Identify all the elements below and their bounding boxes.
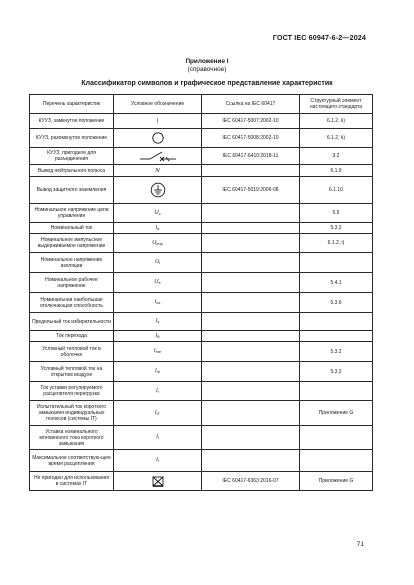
table-row xyxy=(30,382,373,401)
standard-clause xyxy=(300,382,373,401)
standard-clause xyxy=(300,450,373,472)
standard-clause: Приложение G xyxy=(300,472,373,491)
appendix-status: (справочное) xyxy=(187,66,227,73)
symbol-letter: $I_i$ xyxy=(156,434,159,440)
symbol-cell xyxy=(114,114,202,129)
page-number: 71 xyxy=(356,541,364,548)
iec-reference xyxy=(202,204,300,223)
table-row xyxy=(30,401,373,426)
column-header-iec-reference: Ссылка на IEC 60417 xyxy=(202,95,300,114)
standard-clause: 6.1.2, i) xyxy=(300,234,373,253)
standard-clause xyxy=(300,313,373,331)
symbol-letter: $t_i$ xyxy=(156,457,159,463)
symbol-cell xyxy=(114,293,202,313)
symbol-subscript: i xyxy=(157,458,159,463)
iec-reference xyxy=(202,293,300,313)
symbol-letter: N xyxy=(155,167,160,174)
symbol-cell xyxy=(114,253,202,273)
standard-clause: 6.1.2, k) xyxy=(300,129,373,148)
isolation-function-symbol-icon xyxy=(116,150,199,162)
table-row xyxy=(30,223,373,234)
characteristic-name: Номинальное импульсное выдерживаемое напряжение xyxy=(30,234,114,253)
standard-clause: 5.4.1 xyxy=(300,273,373,293)
characteristic-name: КУУЗ, пригодное для разъединения xyxy=(30,148,114,165)
iec-reference xyxy=(202,362,300,382)
symbol-cell xyxy=(114,450,202,472)
table-row xyxy=(30,450,373,472)
symbol-cell xyxy=(114,472,202,491)
characteristic-name: Условный тепловой ток в оболочке xyxy=(30,342,114,362)
standard-clause: 5.3.2 xyxy=(300,342,373,362)
characteristic-name: Номинальное рабочее напряжение xyxy=(30,273,114,293)
symbol-subscript: IT xyxy=(156,410,161,416)
section-title: Классификатор символов и графическое представление характеристик xyxy=(81,80,333,87)
table-row xyxy=(30,129,373,148)
symbol-subscript: c xyxy=(158,210,161,216)
column-header-clause: Структурный элемент настоящего стандарта xyxy=(300,95,373,114)
symbol-cell xyxy=(114,273,202,293)
table-row xyxy=(30,177,373,204)
iec-reference xyxy=(202,426,300,450)
symbol-cell xyxy=(114,313,202,331)
symbol-subscript: r xyxy=(157,388,159,394)
characteristic-name: Не пригоден для использования в системах IT xyxy=(30,472,114,491)
symbol-cell xyxy=(114,148,202,165)
symbol-cell xyxy=(114,401,202,426)
iec-reference: IEC 60417-5008:2002-10 xyxy=(202,129,300,148)
table-row xyxy=(30,293,373,313)
table-body xyxy=(30,114,373,491)
characteristic-name: КУУЗ, разомкнутое положение xyxy=(30,129,114,148)
symbol-letter: $I_{th}$ xyxy=(155,368,160,374)
characteristic-name: КУУЗ, замкнутое положение xyxy=(30,114,114,129)
iec-reference xyxy=(202,331,300,342)
standard-clause xyxy=(300,253,373,273)
symbol-letter: $I_B$ xyxy=(155,332,160,339)
standard-clause: 6.1.10 xyxy=(300,177,373,204)
iec-reference xyxy=(202,313,300,331)
symbol-letter: $U_i$ xyxy=(154,259,161,265)
characteristic-name: Уставка номинального мгновенного тока короткого замыкания xyxy=(30,426,114,450)
iec-reference xyxy=(202,223,300,234)
column-header-characteristic: Перечень характеристик xyxy=(30,95,114,114)
standard-clause: Приложение G xyxy=(300,401,373,426)
symbol-subscript: the xyxy=(155,349,162,354)
standard-clause xyxy=(300,426,373,450)
symbol-cell xyxy=(114,342,202,362)
symbol-classifier-table xyxy=(29,94,373,491)
symbol-cell xyxy=(114,426,202,450)
characteristic-name: Номинальное напряжение изоляции xyxy=(30,253,114,273)
characteristic-name: Номинальный ток xyxy=(30,223,114,234)
table-row xyxy=(30,342,373,362)
characteristic-name: Номинальная наибольшая отключающая способность xyxy=(30,293,114,313)
symbol-cell xyxy=(114,177,202,204)
symbol-letter: $I_s$ xyxy=(155,318,160,324)
symbol-letter: $U_e$ xyxy=(154,279,161,285)
standard-clause: 6.1.9 xyxy=(300,165,373,177)
iec-reference xyxy=(202,401,300,426)
table-row xyxy=(30,273,373,293)
table-row xyxy=(30,114,373,129)
standard-clause: 5.3.2 xyxy=(300,362,373,382)
open-position-symbol-icon xyxy=(116,131,199,145)
symbol-cell xyxy=(114,165,202,177)
table-row xyxy=(30,426,373,450)
iec-reference xyxy=(202,234,300,253)
iec-reference xyxy=(202,382,300,401)
iec-reference xyxy=(202,165,300,177)
symbol-cell xyxy=(114,129,202,148)
symbol-letter: $U_c$ xyxy=(154,209,161,216)
iec-reference xyxy=(202,273,300,293)
characteristic-name: Условный тепловой ток на открытом воздухе xyxy=(30,362,114,382)
standard-clause: 5.5 xyxy=(300,204,373,223)
symbol-subscript: s xyxy=(157,319,160,324)
symbol-subscript: th xyxy=(156,369,160,374)
iec-reference xyxy=(202,253,300,273)
symbol-letter: $I_e$ xyxy=(155,224,160,231)
iec-reference: IEC 60417-5007:2002-10 xyxy=(202,114,300,129)
standard-clause xyxy=(300,331,373,342)
table-row xyxy=(30,234,373,253)
symbol-letter: $I_{cs}$ xyxy=(154,299,161,305)
symbol-letter: | xyxy=(156,118,159,124)
symbol-cell xyxy=(114,382,202,401)
symbol-subscript: e xyxy=(158,280,161,285)
appendix-title: Приложение I xyxy=(185,58,229,65)
table-row xyxy=(30,148,373,165)
symbol-subscript: e xyxy=(157,225,160,231)
standard-clause: 3.2 xyxy=(300,148,373,165)
symbol-subscript: B xyxy=(156,333,160,339)
table-row xyxy=(30,362,373,382)
symbol-letter: $I_{the}$ xyxy=(153,348,162,354)
symbol-cell xyxy=(114,362,202,382)
protective-earth-symbol-icon xyxy=(116,182,199,198)
characteristic-name: Ток перехода xyxy=(30,331,114,342)
symbol-subscript: i xyxy=(157,435,159,440)
standard-clause: 5.3.2 xyxy=(300,223,373,234)
characteristic-name: Предельный ток избирательности xyxy=(30,313,114,331)
characteristic-name: Номинальное напряжение цепи управления xyxy=(30,204,114,223)
iec-reference: IEC 60417-6410:2018-11 xyxy=(202,148,300,165)
column-header-symbol: Условное обозначение xyxy=(114,95,202,114)
iec-reference: IEC 60417-6363:2016-07 xyxy=(202,472,300,491)
symbol-subscript: cs xyxy=(156,300,161,305)
symbol-letter: $U_{imp}$ xyxy=(152,239,163,246)
iec-reference xyxy=(202,342,300,362)
table-row xyxy=(30,253,373,273)
table-row xyxy=(30,313,373,331)
table-row xyxy=(30,472,373,491)
table-row xyxy=(30,165,373,177)
symbol-subscript: imp xyxy=(156,240,163,246)
not-suitable-it-systems-symbol-icon xyxy=(116,476,199,487)
characteristic-name: Вывод нейтрального полюса xyxy=(30,165,114,177)
table-row xyxy=(30,331,373,342)
table-row xyxy=(30,204,373,223)
iec-reference: IEC 60417-5019:2006-08 xyxy=(202,177,300,204)
standard-clause: 5.3.6 xyxy=(300,293,373,313)
symbol-cell xyxy=(114,204,202,223)
standard-designation: ГОСТ IEC 60947-6-2—2024 xyxy=(272,33,366,42)
symbol-cell xyxy=(114,331,202,342)
iec-reference xyxy=(202,450,300,472)
table-header-row xyxy=(30,95,373,114)
characteristic-name: Ток уставки регулируемого расцепителя перегрузки xyxy=(30,382,114,401)
symbol-letter: $I_{IT}$ xyxy=(154,409,161,416)
characteristic-name: Максимальное соответствую-щее время расцепления xyxy=(30,450,114,472)
characteristic-name: Испытательный ток короткого замыкания индивидуальных полюсов (системы IT) xyxy=(30,401,114,426)
symbol-letter: $I_r$ xyxy=(156,387,159,394)
symbol-subscript: i xyxy=(159,260,161,265)
symbol-cell xyxy=(114,223,202,234)
standard-clause: 6.1.2, k) xyxy=(300,114,373,129)
characteristic-name: Вывод защитного заземления xyxy=(30,177,114,204)
symbol-cell xyxy=(114,234,202,253)
